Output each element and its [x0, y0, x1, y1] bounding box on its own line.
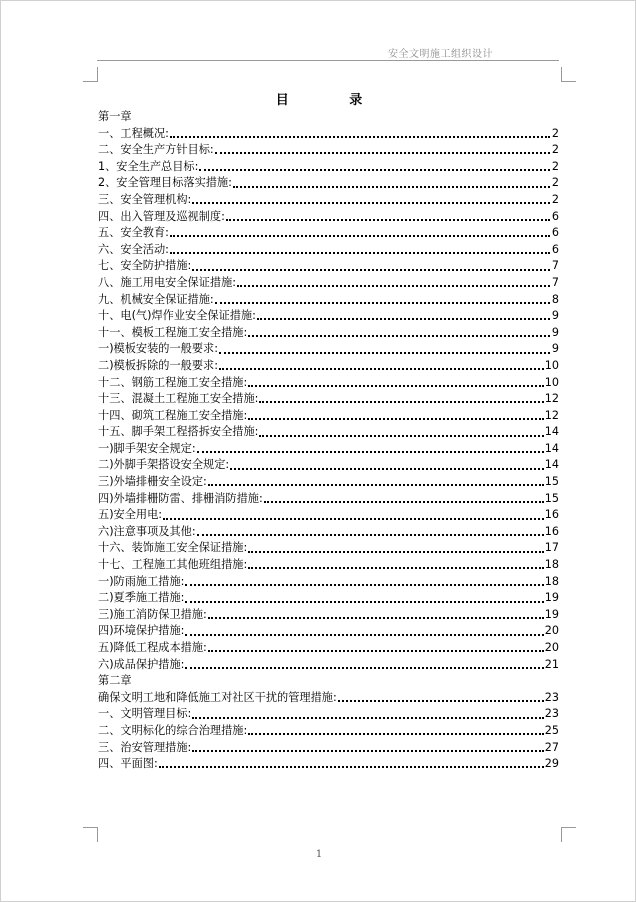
toc-entry-label: 三)外墙排栅安全设定:	[98, 475, 207, 489]
toc-entry[interactable]	[98, 175, 559, 192]
toc-entry-label: 十一、模板工程施工安全措施:	[98, 325, 248, 339]
toc-entry-label: 十、电(气)焊作业安全保证措施:	[98, 309, 256, 323]
toc-entry-label: 四)环境保护措施:	[98, 624, 185, 638]
toc-entry-page: 14	[544, 458, 559, 472]
toc-entry[interactable]	[98, 325, 559, 342]
dot-leader	[237, 285, 550, 287]
toc-entry-label: 五)降低工程成本措施:	[98, 641, 207, 654]
dot-leader	[159, 766, 544, 768]
toc-entry[interactable]	[98, 607, 559, 624]
toc-entry-page: 14	[544, 425, 559, 439]
crop-mark-top-left	[83, 67, 98, 82]
toc-entry-page: 25	[544, 723, 559, 737]
toc-entry-page: 23	[544, 707, 559, 721]
toc-entry[interactable]	[98, 590, 559, 607]
toc-entry-page: 6	[551, 209, 559, 223]
toc-entry-label: 二)模板拆除的一般要求:	[98, 358, 219, 372]
toc-entry-page: 7	[551, 275, 559, 289]
toc-entry[interactable]	[98, 424, 559, 441]
toc-entry[interactable]	[98, 358, 559, 375]
toc-entry[interactable]	[98, 540, 559, 557]
crop-mark-top-right	[561, 67, 576, 82]
dot-leader	[208, 617, 544, 619]
toc-entry-label: 四、出入管理及巡视制度:	[98, 209, 225, 223]
toc-entry-page: 18	[544, 574, 559, 588]
toc-entry-label: 二)外脚手架搭设安全规定:	[98, 458, 230, 472]
dot-leader	[248, 551, 544, 553]
toc-entry-label: 第一章	[98, 110, 132, 123]
toc-entry-page: 16	[544, 524, 559, 538]
dot-leader	[248, 385, 544, 387]
toc-entry-label: 六)成品保护措施:	[98, 657, 185, 671]
toc-entry[interactable]	[98, 391, 559, 408]
toc-entry-label: 十二、钢筋工程施工安全措施:	[98, 375, 248, 389]
toc-entry-page: 15	[544, 491, 559, 505]
toc-entry[interactable]	[98, 258, 559, 275]
crop-mark-bottom-right	[561, 827, 576, 842]
toc-entry-page: 9	[551, 342, 559, 356]
toc-entry-label: 一、工程概况:	[98, 126, 169, 140]
toc-entry-label: 五、安全教育:	[98, 226, 169, 240]
toc-entry[interactable]	[98, 159, 559, 176]
toc-entry[interactable]	[98, 308, 559, 325]
toc-entry[interactable]	[98, 557, 559, 574]
toc-entry[interactable]	[98, 723, 559, 740]
toc-entry[interactable]	[98, 640, 559, 657]
toc-entry-page: 6	[551, 242, 559, 256]
toc-entry-page: 9	[551, 309, 559, 323]
toc-entry-page: 2	[551, 143, 559, 157]
toc-entry-page: 18	[544, 558, 559, 572]
dot-leader	[215, 152, 550, 154]
dot-leader	[170, 252, 550, 254]
toc-entry-page: 7	[551, 259, 559, 273]
toc-entry-page: 2	[551, 176, 559, 190]
dot-leader	[338, 700, 544, 702]
toc-entry[interactable]	[98, 126, 559, 143]
toc-entry-label: 一、文明管理目标:	[98, 707, 192, 721]
toc-entry-label: 三、安全管理机构:	[98, 192, 192, 206]
toc-entry[interactable]	[98, 408, 559, 425]
toc-entry-label: 四)外墙排栅防雷、排栅消防措施:	[98, 491, 263, 505]
toc-entry-label: 1、安全生产总目标:	[98, 159, 199, 173]
dot-leader	[192, 202, 550, 204]
toc-entry-label: 十六、装饰施工安全保证措施:	[98, 541, 248, 555]
dot-leader	[248, 418, 544, 420]
toc-entry-label: 五)安全用电:	[98, 508, 163, 522]
dot-leader	[219, 352, 550, 354]
toc-entry[interactable]	[98, 690, 559, 707]
toc-entry-label: 十四、砌筑工程施工安全措施:	[98, 408, 248, 422]
toc-entry[interactable]	[98, 706, 559, 723]
dot-leader	[208, 484, 544, 486]
toc-entry-label: 六)注意事项及其他:	[98, 524, 196, 538]
dot-leader	[219, 368, 544, 370]
toc-entry-label: 九、机械安全保证措施:	[98, 292, 214, 306]
dot-leader	[257, 318, 550, 320]
toc-entry-label: 二)夏季施工措施:	[98, 591, 185, 605]
page-number: 1	[315, 849, 323, 860]
toc-entry[interactable]	[98, 142, 559, 159]
toc-entry-page: 20	[544, 624, 559, 638]
dot-leader	[264, 501, 544, 503]
toc-entry[interactable]	[98, 192, 559, 209]
toc-entry-label: 七、安全防护措施:	[98, 259, 192, 273]
toc-entry[interactable]	[98, 657, 559, 674]
dot-leader	[248, 567, 544, 569]
running-header: 安全文明施工组织设计	[388, 49, 493, 60]
dot-leader	[185, 634, 543, 636]
dot-leader	[192, 717, 543, 719]
toc-entry-page: 29	[544, 757, 559, 771]
toc-entry[interactable]	[98, 474, 559, 491]
toc-entry-label: 确保文明工地和降低施工对社区干扰的管理措施:	[98, 690, 337, 704]
toc-entry-page: 23	[544, 690, 559, 704]
dot-leader	[199, 169, 550, 171]
toc-entry[interactable]	[98, 209, 559, 226]
toc-entry-page: 14	[544, 441, 559, 455]
toc-entry-page: 12	[544, 392, 559, 406]
toc-entry-page: 10	[544, 375, 559, 389]
page-title: 目 录	[275, 93, 391, 108]
toc-entry-label: 十三、混凝土工程施工安全措施:	[98, 392, 259, 406]
toc-entry-label: 八、施工用电安全保证措施:	[98, 275, 237, 289]
toc-entry-page: 17	[544, 541, 559, 555]
toc-entry[interactable]	[98, 507, 559, 524]
toc-entry[interactable]	[98, 275, 559, 292]
toc-entry-page: 21	[544, 657, 559, 671]
dot-leader	[208, 650, 544, 652]
toc-entry-label: 2、安全管理目标落实措施:	[98, 176, 232, 190]
toc-entry-page: 15	[544, 475, 559, 489]
toc-entry[interactable]	[98, 524, 559, 541]
toc-entry[interactable]	[98, 491, 559, 508]
toc-entry-label: 三、治安管理措施:	[98, 740, 192, 754]
toc-entry-page: 19	[544, 591, 559, 605]
dot-leader	[248, 335, 550, 337]
toc-entry-label: 三)施工消防保卫措施:	[98, 607, 207, 621]
crop-mark-bottom-left	[83, 827, 98, 842]
toc-entry[interactable]	[98, 292, 559, 309]
dot-leader	[233, 186, 550, 188]
toc-entry-page: 10	[544, 358, 559, 372]
dot-leader	[163, 518, 544, 520]
dot-leader	[226, 219, 550, 221]
toc-entry[interactable]	[98, 375, 559, 392]
table-of-contents	[98, 109, 559, 773]
dot-leader	[197, 534, 544, 536]
dot-leader	[230, 468, 544, 470]
toc-entry-page: 16	[544, 508, 559, 522]
toc-entry[interactable]	[98, 740, 559, 757]
toc-entry-page: 12	[544, 408, 559, 422]
toc-entry-label: 二、安全生产方针目标:	[98, 143, 214, 157]
dot-leader	[185, 584, 543, 586]
dot-leader	[170, 235, 550, 237]
toc-entry-page: 20	[544, 641, 559, 654]
toc-entry[interactable]	[98, 574, 559, 591]
toc-entry-page: 2	[551, 126, 559, 140]
toc-entry-label: 一)模板安装的一般要求:	[98, 342, 219, 356]
dot-leader	[170, 136, 550, 138]
toc-entry-page: 8	[551, 292, 559, 306]
dot-leader	[192, 269, 550, 271]
toc-entry[interactable]	[98, 242, 559, 259]
dot-leader	[259, 435, 543, 437]
dot-leader	[192, 750, 543, 752]
dot-leader	[259, 401, 543, 403]
toc-entry[interactable]	[98, 756, 559, 773]
header-rule	[97, 60, 559, 61]
toc-entry-label: 第二章	[98, 674, 132, 688]
toc-entry-label: 一)防雨施工措施:	[98, 574, 185, 588]
toc-entry[interactable]	[98, 225, 559, 242]
toc-entry-label: 一)脚手架安全规定:	[98, 441, 196, 455]
toc-entry-label: 十七、工程施工其他班组措施:	[98, 558, 248, 572]
dot-leader	[215, 302, 550, 304]
dot-leader	[248, 733, 544, 735]
toc-entry[interactable]	[98, 441, 559, 458]
toc-entry-page: 19	[544, 607, 559, 621]
dot-leader	[185, 601, 543, 603]
toc-entry[interactable]	[98, 341, 559, 358]
toc-chapter-heading	[98, 673, 559, 690]
toc-entry-page: 2	[551, 192, 559, 206]
toc-entry[interactable]	[98, 623, 559, 640]
toc-entry-label: 二、文明标化的综合治理措施:	[98, 723, 248, 737]
dot-leader	[185, 667, 543, 669]
toc-entry-label: 四、平面图:	[98, 757, 158, 771]
toc-entry-label: 六、安全活动:	[98, 242, 169, 256]
toc-chapter-heading	[98, 109, 559, 126]
toc-entry-page: 6	[551, 226, 559, 240]
toc-entry-page: 9	[551, 325, 559, 339]
toc-entry-label: 十五、脚手架工程搭拆安全措施:	[98, 425, 259, 439]
toc-entry-page: 2	[551, 159, 559, 173]
toc-entry[interactable]	[98, 457, 559, 474]
dot-leader	[197, 451, 544, 453]
toc-entry-page: 27	[544, 740, 559, 754]
